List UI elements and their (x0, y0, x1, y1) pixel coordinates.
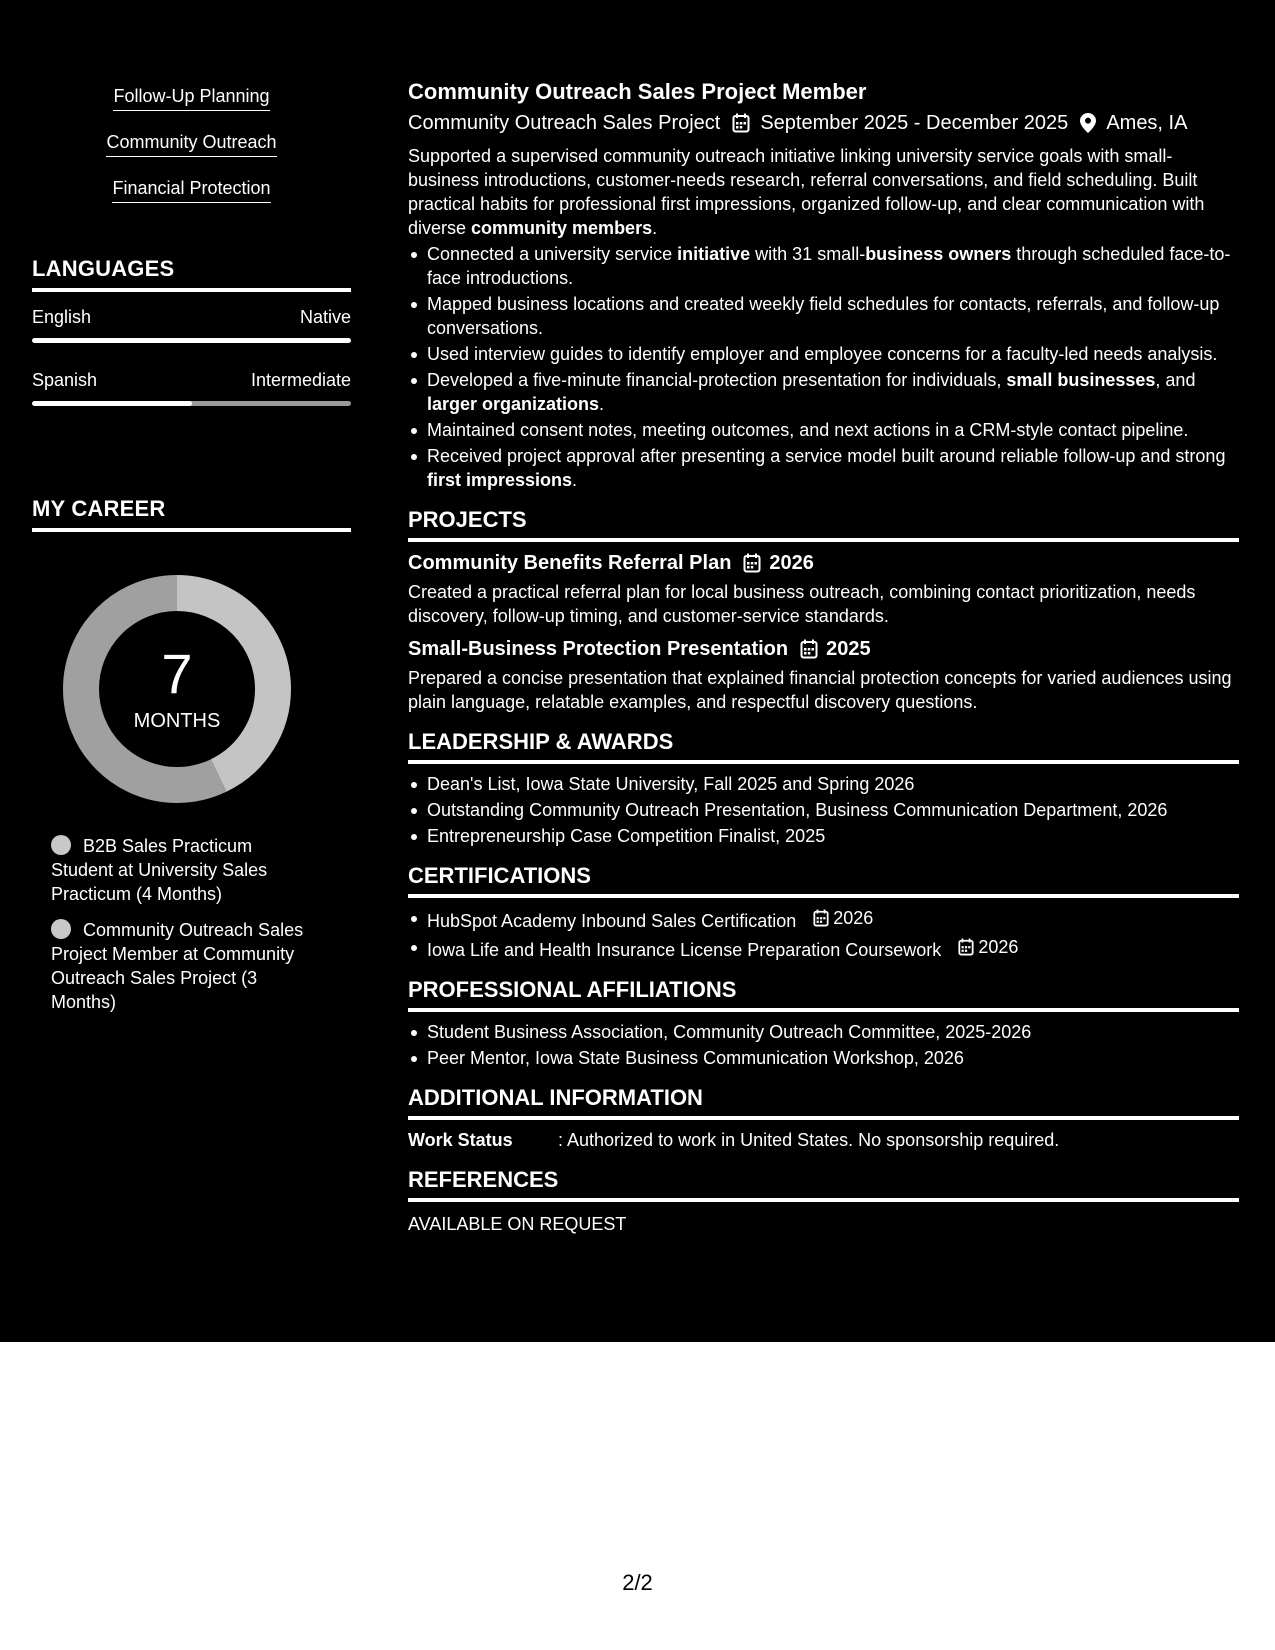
career-total-unit: MONTHS (133, 710, 221, 732)
job-meta (408, 110, 1239, 136)
calendar-icon (800, 639, 818, 659)
career-heading: MY CAREER (32, 496, 351, 532)
calendar-icon (743, 553, 761, 573)
skill-item: Community Outreach (106, 130, 276, 157)
project-item (408, 550, 1239, 628)
calendar-icon (958, 938, 974, 956)
language-row (32, 306, 351, 343)
language-level: Native (299, 307, 351, 327)
job-dates: September 2025 - December 2025 (760, 112, 1069, 134)
project-description: Prepared a concise presentation that explained financial protection concepts for varied audiences using plain language, relatable examples, and respectful discovery questions. (408, 668, 1232, 712)
career-item: B2B Sales Practicum Student at University Sales Practicum (4 Months) (51, 836, 268, 904)
job-bullets (408, 242, 1239, 492)
bullet-dot-icon (51, 919, 71, 939)
certifications-heading: CERTIFICATIONS (408, 862, 1239, 898)
list-item: Developed a five-minute financial-protection presentation for individuals, small businesses, and larger organizations. (408, 368, 1239, 416)
career-total-value: 7 (161, 642, 193, 705)
job-location: Ames, IA (1106, 112, 1188, 134)
list-item: Received project approval after presenting a service model built around reliable follow-up and strong first impressions. (408, 444, 1239, 492)
affiliations-list (408, 1020, 1239, 1070)
language-proficiency-bar (32, 338, 351, 343)
references-text: AVAILABLE ON REQUEST (408, 1214, 627, 1234)
sidebar (32, 84, 351, 1012)
job-summary: Supported a supervised community outreach initiative linking university service goals with small-business introductions, customer-needs research, referral conversations, and field scheduling. Built practical habits for professional first impressions, organized follow-up, and clear communication with diverse community members. (408, 146, 1205, 238)
certification-year: 2026 (833, 908, 874, 928)
leadership-list (408, 772, 1239, 848)
certification-year: 2026 (978, 937, 1019, 957)
page-number: 2/2 (622, 1570, 653, 1595)
job-title: Community Outreach Sales Project Member (408, 79, 867, 104)
project-item (408, 636, 1239, 714)
list-item (408, 935, 1239, 962)
career-donut-chart (62, 574, 292, 804)
language-level: Intermediate (250, 370, 351, 390)
references-heading: REFERENCES (408, 1166, 1239, 1202)
languages-heading: LANGUAGES (32, 256, 351, 292)
projects-heading: PROJECTS (408, 506, 1239, 542)
skill-item: Financial Protection (112, 176, 270, 203)
list-item: Dean's List, Iowa State University, Fall 2025 and Spring 2026 (408, 772, 1239, 796)
leadership-heading: LEADERSHIP & AWARDS (408, 728, 1239, 764)
skill-item: Follow-Up Planning (113, 84, 269, 111)
work-status-label: Work Status (408, 1130, 513, 1150)
language-row (32, 369, 351, 406)
list-item: Connected a university service initiative with 31 small-business owners through scheduled face-to-face introductions. (408, 242, 1239, 290)
affiliations-heading: PROFESSIONAL AFFILIATIONS (408, 976, 1239, 1012)
career-list (32, 834, 312, 1014)
list-item: Maintained consent notes, meeting outcomes, and next actions in a CRM-style contact pipeline. (408, 418, 1239, 442)
language-proficiency-bar (32, 401, 351, 406)
main-column (408, 78, 1239, 1236)
list-item: Peer Mentor, Iowa State Business Communication Workshop, 2026 (408, 1046, 1239, 1070)
bullet-dot-icon (51, 835, 71, 855)
work-status-row (408, 1128, 1239, 1152)
list-item: Entrepreneurship Case Competition Finalist, 2025 (408, 824, 1239, 848)
work-status-value: : Authorized to work in United States. No sponsorship required. (558, 1130, 1060, 1150)
career-item: Community Outreach Sales Project Member at Community Outreach Sales Project (3 Months) (51, 920, 304, 1012)
language-name: Spanish (32, 370, 98, 390)
calendar-icon (732, 113, 750, 133)
list-item (408, 906, 1239, 933)
calendar-icon (813, 909, 829, 927)
list-item: Outstanding Community Outreach Presentation, Business Communication Department, 2026 (408, 798, 1239, 822)
list-item: Mapped business locations and created weekly field schedules for contacts, referrals, and follow-up conversations. (408, 292, 1239, 340)
project-year: 2026 (769, 552, 814, 574)
certification-name: Iowa Life and Health Insurance License Preparation Coursework (427, 940, 942, 960)
language-name: English (32, 307, 92, 327)
project-title: Community Benefits Referral Plan (408, 552, 732, 574)
certification-name: HubSpot Academy Inbound Sales Certification (427, 911, 797, 931)
map-pin-icon (1080, 113, 1096, 133)
additional-info-heading: ADDITIONAL INFORMATION (408, 1084, 1239, 1120)
career-section (32, 496, 351, 1026)
certifications-list (408, 906, 1239, 962)
list-item: Used interview guides to identify employer and employee concerns for a faculty-led needs analysis. (408, 342, 1239, 366)
languages-section (32, 256, 351, 406)
skill-list (32, 84, 351, 222)
project-description: Created a practical referral plan for local business outreach, combining contact prioritization, needs discovery, follow-up timing, and customer-service standards. (408, 582, 1196, 626)
project-title: Small-Business Protection Presentation (408, 638, 789, 660)
job-company: Community Outreach Sales Project (408, 112, 721, 134)
project-year: 2025 (826, 638, 871, 660)
list-item: Student Business Association, Community Outreach Committee, 2025-2026 (408, 1020, 1239, 1044)
